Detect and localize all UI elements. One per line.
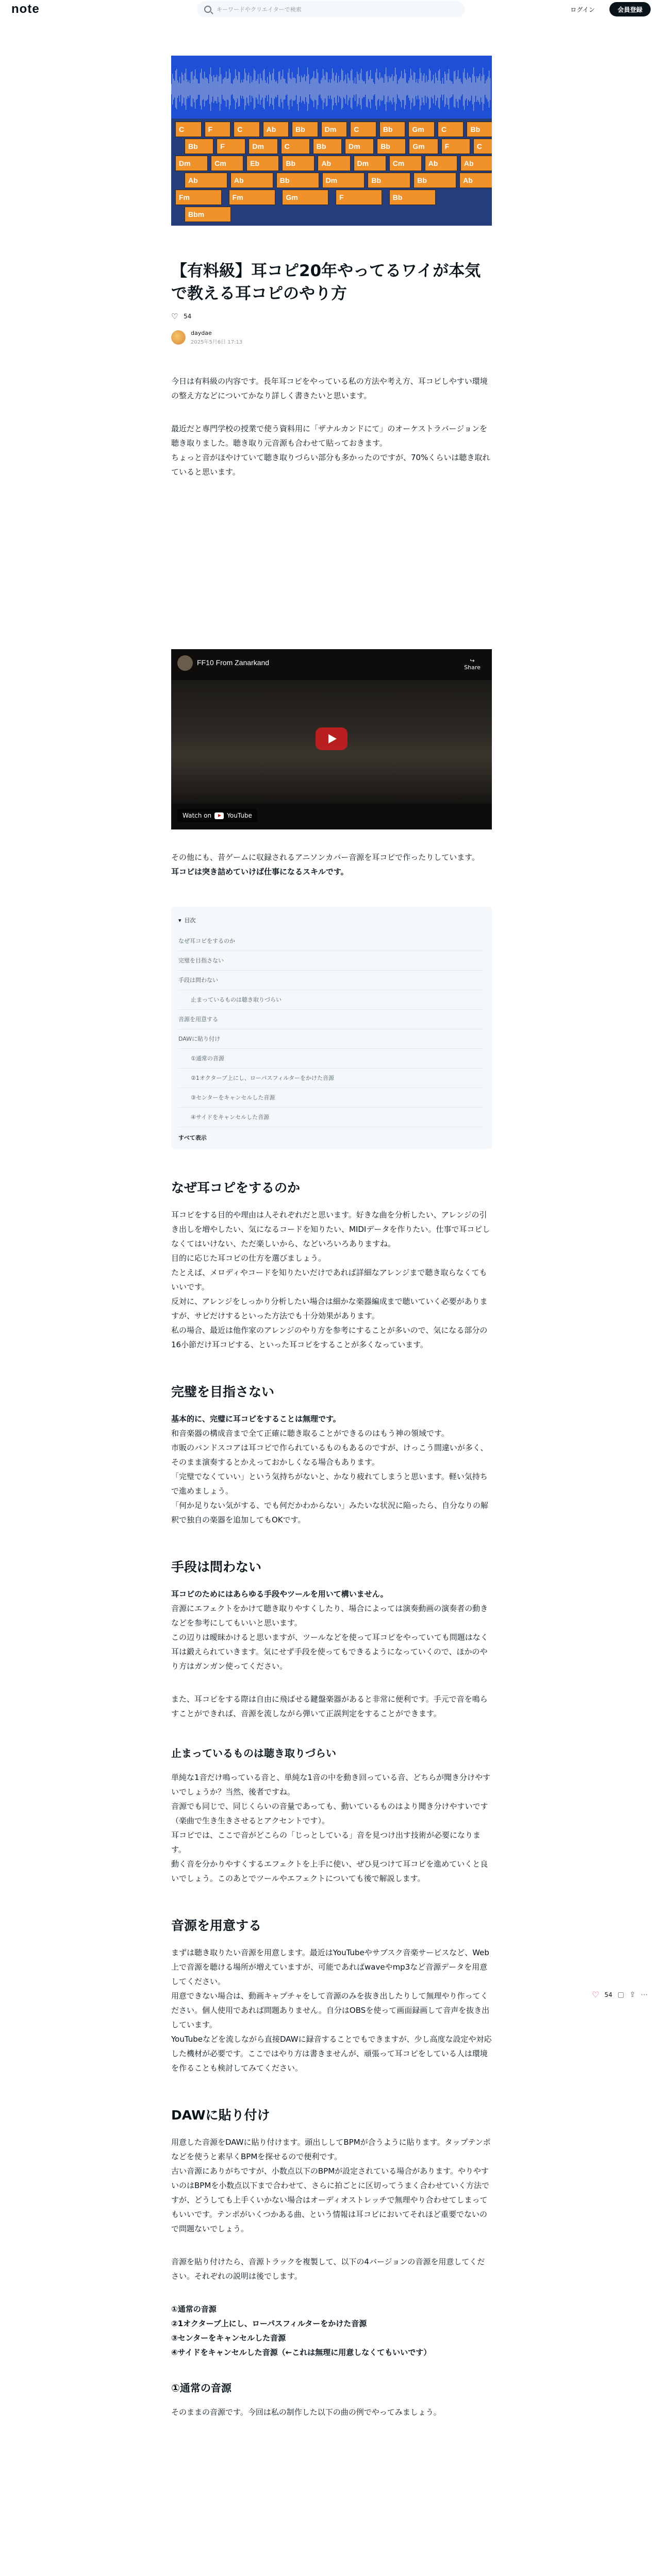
paragraph: また、耳コピをする際は自由に飛ばせる鍵盤楽器があると非常に便利です。手元で音を鳴らすことができれば、音源を流しながら弾いて正誤判定をすることができます。 — [171, 1694, 488, 1718]
toc-item[interactable]: ④サイドをキャンセルした音源 — [178, 1108, 484, 1127]
chevron-down-icon: ▾ — [178, 917, 181, 924]
waveform-graphic — [171, 56, 492, 123]
chord-key: Ab — [263, 122, 289, 137]
section-heading: 手段は問わない — [171, 1560, 262, 1574]
chord-key: Bb — [185, 139, 213, 154]
author-block[interactable] — [171, 330, 492, 345]
chord-key: Gm — [409, 139, 438, 154]
toc-show-all[interactable]: すべて表示 — [178, 1134, 207, 1141]
paragraph: ちょっと音がほやけていて聴き取りづらい部分も多かったのですが、70%くらいは聴き取れていると思います。 — [171, 453, 490, 477]
heart-icon[interactable]: ♡ — [592, 1990, 600, 1999]
publish-date: 2025年5月6日 17:13 — [191, 340, 243, 345]
subsection-heading: ①通常の音源 — [171, 2382, 231, 2394]
chord-key: Cm — [389, 156, 422, 171]
chord-key: Ab — [459, 173, 492, 188]
toc-list — [178, 931, 484, 1127]
article-title: 【有料級】耳コピ20年やってるワイが本気で教える耳コピのやり方 — [171, 262, 481, 303]
article-body — [171, 374, 492, 2419]
chord-key: Dm — [321, 122, 347, 137]
chord-key: Ab — [425, 156, 457, 171]
list-item: ②1オクターブ上にし、ローパスフィルターをかけた音源 — [171, 2319, 367, 2328]
chord-keys-graphic — [171, 118, 492, 226]
play-button[interactable] — [316, 727, 347, 750]
share-label: Share — [464, 664, 481, 671]
paragraph: 音源を貼り付けたら、音源トラックを複製して、以下の4バージョンの音源を用意してください。それぞれの説明は後でします。 — [171, 2257, 485, 2281]
chord-key: Gm — [282, 190, 328, 205]
paragraph: たとえば、メロディやコードを知りたいだけであれば詳細なアレンジまで聴き取らなくてもいいです。 — [171, 1268, 487, 1292]
chord-key: C — [175, 122, 202, 137]
paragraph: 「何か足りない気がする、でも何だかわからない」みたいな状況に陥ったら、自分なりの解釈で独自の楽器を追加してもOKです。 — [171, 1501, 489, 1524]
floating-like-count: 54 — [604, 1991, 613, 1998]
toc-item[interactable]: なぜ耳コピをするのか — [178, 931, 484, 951]
paragraph: 用意できない場合は、動画キャプチャをして音源のみを抜き出したりして無理やり作ってください。個人使用であれば問題ありません。自分はOBSを使って画面録画して音声を抜き出しています。 — [171, 1991, 490, 2029]
chord-key: Dm — [175, 156, 208, 171]
paragraph: 和音楽器の構成音まで全て正確に聴き取ることができるのはもう神の領域です。 — [171, 1429, 449, 1438]
toc-item[interactable]: 手段は問わない — [178, 971, 484, 990]
chord-key: Ab — [230, 173, 273, 188]
note-logo[interactable]: note — [11, 2, 40, 16]
article — [171, 56, 492, 2419]
toc-item[interactable]: DAWに貼り付け — [178, 1029, 484, 1049]
toc-item[interactable]: ③センターをキャンセルした音源 — [178, 1088, 484, 1108]
paragraph-bold: 耳コピのためにはあらゆる手段やツールを用いて構いません。 — [171, 1589, 388, 1599]
search-box[interactable] — [197, 1, 465, 18]
chord-key: F — [336, 190, 382, 205]
chord-key: F — [205, 122, 231, 137]
video-title[interactable]: FF10 From Zanarkand — [197, 658, 270, 667]
paragraph: 耳コピをする目的や理由は人それぞれだと思います。好きな曲を分析したい、アレンジの引き出しを増やしたい、気になるコードを知りたい、MIDIデータを作りたい。仕事で耳コピしなくてはいけない、ただ楽しいから、などいろいろありますね。 — [171, 1210, 490, 1248]
hero-image — [171, 56, 492, 226]
paragraph: 反対に、アレンジをしっかり分析したい場合は細かな楽器編成まで聴いていく必要がありますが、サビだけするといった方法でも十分効果があります。 — [171, 1297, 488, 1320]
toc-item[interactable]: ②1オクターブ上にし、ローパスフィルターをかけた音源 — [178, 1069, 484, 1088]
more-icon[interactable]: ⋯ — [640, 1990, 648, 1999]
paragraph: 私の場合、最近は他作家のアレンジのやり方を参考にすることが多いので、気になる部分の16小節だけ耳コピする、といった耳コピをすることが多くなっています。 — [171, 1326, 488, 1349]
chord-key: C — [281, 139, 310, 154]
paragraph: 市販のバンドスコアは耳コピで作られているものもあるのですが、けっこう間違いが多く、そのまま演奏するとかえっておかしくなる場合もあります。 — [171, 1443, 488, 1467]
toc-label: 目次 — [184, 917, 196, 924]
chord-key: F — [217, 139, 245, 154]
paragraph: その他にも、昔ゲームに収録されるアニソンカバー音源を耳コピで作ったりしています。 — [171, 853, 480, 862]
toc-item[interactable]: 完璧を目指さない — [178, 951, 484, 971]
chord-key: C — [438, 122, 464, 137]
section-heading: DAWに貼り付け — [171, 2108, 270, 2123]
floating-action-bar — [592, 1990, 648, 1999]
chord-key: Bb — [377, 139, 406, 154]
chord-key: Cm — [211, 156, 243, 171]
toc-toggle[interactable] — [178, 916, 484, 924]
chord-key: Bb — [379, 122, 406, 137]
watch-on-label: Watch on — [183, 812, 212, 819]
like-counter[interactable] — [171, 312, 492, 320]
chord-key: Ab — [460, 156, 492, 171]
section-heading: 音源を用意する — [171, 1918, 262, 1933]
chord-key: Bb — [389, 190, 436, 205]
share-button[interactable] — [464, 657, 481, 671]
chord-key: Bb — [292, 122, 318, 137]
youtube-label: YouTube — [227, 812, 252, 819]
share-icon[interactable]: ⇪ — [629, 1990, 636, 1999]
chord-key: Bb — [276, 173, 319, 188]
chord-key: Bb — [467, 122, 492, 137]
chord-key: Dm — [354, 156, 386, 171]
share-icon: ↪ — [470, 657, 475, 664]
chord-key: Bb — [282, 156, 315, 171]
list-item: ④サイドをキャンセルした音源（←これは無理に用意しなくてもいいです） — [171, 2348, 432, 2357]
chord-key: Fm — [229, 190, 275, 205]
paragraph: YouTubeなどを流しながら直接DAWに録音することでもできますが、少し高度な設定や対応した機材が必要です。ここではやり方は書きませんが、頑張って耳コピをしている人は環境を作ることも検討してみてください。 — [171, 2035, 492, 2073]
signup-button[interactable]: 会員登録 — [609, 2, 651, 16]
like-count: 54 — [184, 313, 192, 320]
paragraph: 音源でも同じで、同じくらいの音量であっても、動いているものはより聞き分けやすいです（楽曲で生き生きさせるとアクセントです）。 — [171, 1802, 488, 1825]
chord-key: Ab — [318, 156, 350, 171]
section-heading: 完璧を目指さない — [171, 1384, 275, 1399]
author-name[interactable]: daydae — [191, 330, 212, 336]
chord-key: Fm — [175, 190, 222, 205]
youtube-embed[interactable] — [171, 649, 492, 829]
paragraph: 目的に応じた耳コピの仕方を選びましょう。 — [171, 1253, 326, 1263]
login-button[interactable]: ログイン — [562, 3, 603, 15]
paragraph: そのままの音源です。今回は私の制作した以下の曲の例でやってみましょう。 — [171, 2408, 441, 2417]
youtube-icon — [214, 812, 224, 819]
search-icon — [204, 6, 211, 13]
paragraph-bold: 耳コピは突き詰めていけば仕事になるスキルです。 — [171, 867, 349, 876]
paragraph: 古い音源にありがちですが、小数点以下のBPMが設定されている場合があります。やりやすいのはBPMを小数点以下まで合わせて、さらに拍ごとに区切ってうまく合わせていく方法ですが、どうしても上手くいかない場合はオーディオストレッチで無理やり合わせてしまってもいいです。テンポがいくつかある曲、という情報は耳コピにおいてそれほど重要でないので問題ないでしょう。 — [171, 2166, 489, 2233]
paragraph: 単純な1音だけ鳴っている音と、単純な1音の中を動き回っている音、どちらが聞き分けやすいでしょうか？当然、後者ですね。 — [171, 1773, 491, 1797]
list-item: ③センターをキャンセルした音源 — [171, 2333, 286, 2343]
paragraph: 音源にエフェクトをかけて聴き取りやすくしたり、場合によっては演奏動画の演奏者の動きなどを参考にしてもいいと思います。 — [171, 1604, 488, 1628]
toc-item[interactable]: 音源を用意する — [178, 1010, 484, 1029]
paragraph: まずは聴き取りたい音源を用意します。最近はYouTubeやサブスク音楽サービスなど、Web上で音源を聴ける場所が増えていますが、可能であればwaveやmp3など音源データを用意してください。 — [171, 1948, 489, 1986]
list-item: ①通常の音源 — [171, 2304, 217, 2314]
chord-key: Bb — [413, 173, 456, 188]
paragraph: 用意した音源をDAWに貼り付けます。頭出ししてBPMが合うように貼ります。タップテンポなどを使うと素早くBPMを探せるので便利です。 — [171, 2138, 491, 2161]
watch-on-youtube-button[interactable] — [177, 809, 257, 822]
heart-icon[interactable]: ♡ — [171, 312, 178, 321]
chord-key: Dm — [345, 139, 374, 154]
chord-key: Bb — [313, 139, 342, 154]
chord-key: Dm — [249, 139, 277, 154]
paragraph: 耳コピでは、ここで音がどこらの「じっとしている」音を見つけ出す技術が必要になります。 — [171, 1831, 481, 1854]
search-input[interactable] — [217, 6, 433, 13]
chord-key: Eb — [246, 156, 279, 171]
chord-key: Bbm — [185, 207, 231, 222]
subsection-heading: 止まっているものは聴き取りづらい — [171, 1747, 336, 1759]
comment-icon[interactable]: ▢ — [617, 1990, 624, 1999]
chord-key: F — [441, 139, 470, 154]
chord-key: Gm — [408, 122, 435, 137]
chord-key: Ab — [185, 173, 227, 188]
paragraph: 動く音を分かりやすくするエフェクトを上手に使い、ぜひ見つけて耳コピを進めていくと良いでしょう。このあとでツールやエフェクトについても後で解説します。 — [171, 1859, 488, 1883]
paragraph: 「完璧でなくていい」という気持ちがないと、かなり疲れてしまうと思います。軽い気持ちで進めましょう。 — [171, 1472, 488, 1496]
chord-key: Dm — [322, 173, 365, 188]
paragraph: この辺りは曖昧かけると思いますが、ツールなどを使って耳コピをやっていても問題はなく耳は鍛えられていきます。気にせず手段を使ってもできるようになっていくので、ほかのやり方はガンガン使ってください。 — [171, 1633, 488, 1671]
chord-key: C — [234, 122, 260, 137]
chord-key: C — [473, 139, 492, 154]
chord-key: Bb — [368, 173, 410, 188]
chord-key: C — [350, 122, 376, 137]
toc-item[interactable]: ①通常の音源 — [178, 1049, 484, 1069]
paragraph: 今日は有料級の内容です。長年耳コピをやっている私の方法や考え方、耳コピしやすい環境の整え方などについてかなり詳しく書きたいと思います。 — [171, 377, 488, 400]
section-heading: なぜ耳コピをするのか — [171, 1180, 301, 1195]
site-header — [0, 0, 662, 19]
channel-avatar[interactable] — [177, 655, 193, 671]
toc-item[interactable]: 止まっているものは聴き取りづらい — [178, 990, 484, 1010]
paragraph: 最近だと専門学校の授業で使う資料用に「ザナルカンドにて」のオーケストラバージョンを聴き取りました。聴き取り元音源も合わせて貼っておきます。 — [171, 424, 488, 448]
avatar[interactable] — [171, 330, 186, 345]
paragraph-bold: 基本的に、完璧に耳コピをすることは無理です。 — [171, 1414, 341, 1423]
table-of-contents — [171, 907, 492, 1149]
